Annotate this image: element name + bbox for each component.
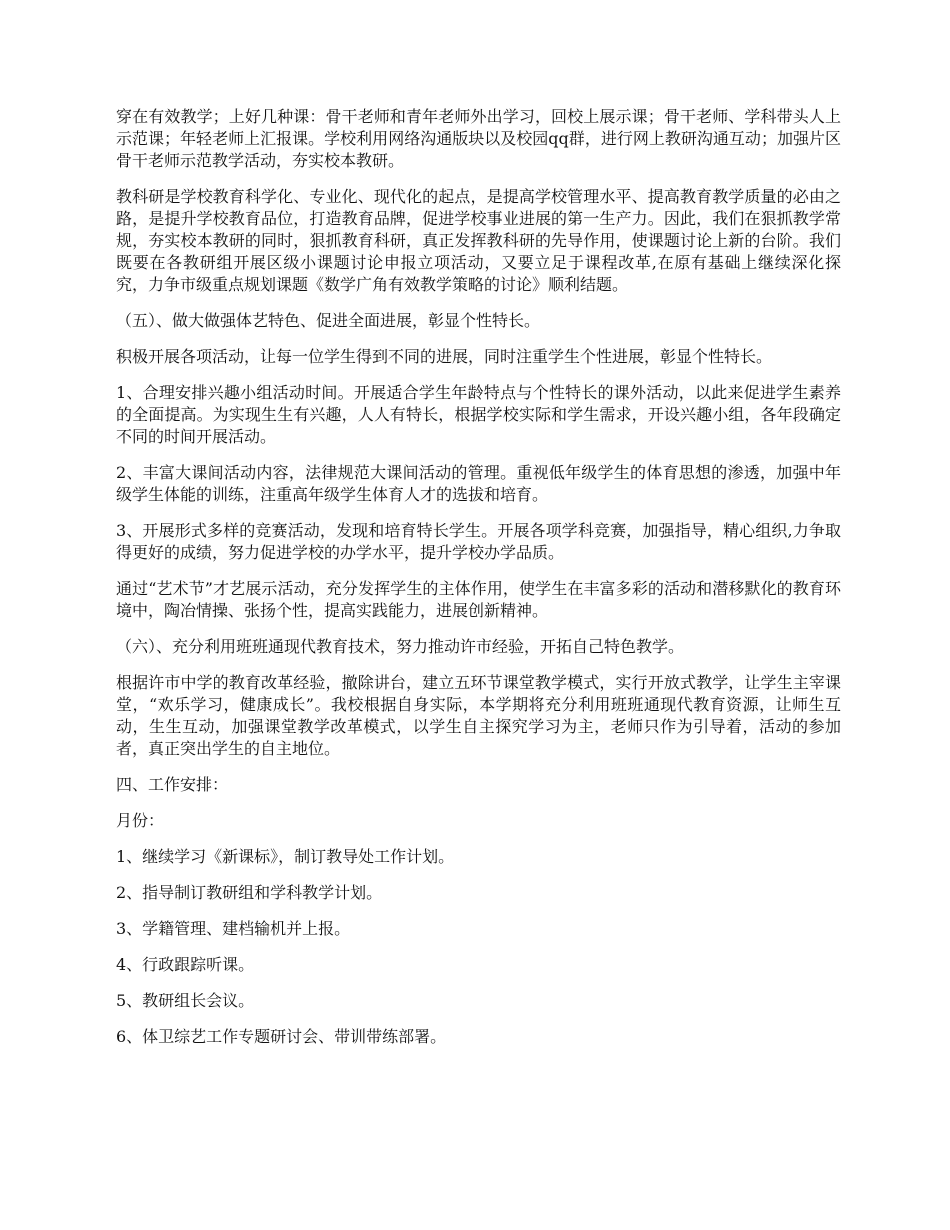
paragraph-interest-groups: 1、合理安排兴趣小组活动时间。开展适合学生年龄特点与个性特长的课外活动，以此来促进学生素养的全面提高。为实现生生有兴趣，人人有特长，根据学校实际和学生需求，开设兴趣小组，各年段确定不同的时间开展活动。 — [116, 383, 841, 446]
schedule-item: 3、学籍管理、建档输机并上报。 — [116, 919, 351, 938]
paragraph-activities: 积极开展各项活动，让每一位学生得到不同的进展，同时注重学生个性进展，彰显个性特长。 — [116, 347, 773, 366]
paragraph-competitions: 3、开展形式多样的竞赛活动，发现和培育特长学生。开展各项学科竞赛，加强指导，精心组织,力争取得更好的成绩，努力促进学校的办学水平，提升学校办学品质。 — [116, 521, 841, 562]
paragraph-teaching-research: 穿在有效教学；上好几种课：骨干老师和青年老师外出学习，回校上展示课；骨干老师、学科带头人上示范课；年轻老师上汇报课。学校利用网络沟通版块以及校园qq群，进行网上教研沟通互动；加强片区骨干老师示范教学活动，夯实校本教研。 — [116, 107, 841, 170]
paragraph-education-science: 教科研是学校教育科学化、专业化、现代化的起点，是提高学校管理水平、提高教育教学质量的必由之路，是提升学校教育品位，打造教育品牌，促进学校事业进展的第一生产力。因此，我们在狠抓教学常规，夯实校本教研的同时，狠抓教育科研，真正发挥教科研的先导作用，使课题讨论上新的台阶。我们既要在各教研组开展区级小课题讨论申报立项活动，又要立足于课程改革,在原有基础上继续深化探究，力争市级重点规划课题《数学广角有效教学策略的讨论》顺利结题。 — [116, 187, 841, 294]
schedule-item: 6、体卫综艺工作专题研讨会、带训带练部署。 — [116, 1027, 447, 1046]
paragraph-reform-model: 根据许市中学的教育改革经验，撤除讲台，建立五环节课堂教学模式，实行开放式教学，让学生主宰课堂，“欢乐学习，健康成长”。我校根据自身实际，本学期将充分利用班班通现代教育资源，让师生互动，生生互动，加强课堂教学改革模式，以学生自主探究学习为主，老师只作为引导着，活动的参加者，真正突出学生的自主地位。 — [116, 673, 841, 758]
schedule-item: 4、行政跟踪听课。 — [116, 955, 255, 974]
schedule-item: 1、继续学习《新课标》，制订教导处工作计划。 — [116, 847, 455, 866]
schedule-item: 5、教研组长会议。 — [116, 991, 255, 1010]
paragraph-recess-activities: 2、丰富大课间活动内容，法律规范大课间活动的管理。重视低年级学生的体育思想的渗透，加强中年级学生体能的训练，注重高年级学生体育人才的选拔和培育。 — [116, 463, 841, 504]
document-page — [116, 106, 841, 1062]
schedule-item: 2、指导制订教研组和学科教学计划。 — [116, 883, 383, 902]
heading-sports-arts: （五）、做大做强体艺特色、促进全面进展，彰显个性特长。 — [116, 311, 541, 330]
section-heading-work-schedule: 四、工作安排： — [116, 775, 229, 794]
month-label: 月份： — [116, 811, 165, 830]
paragraph-art-festival: 通过“艺术节”才艺展示活动，充分发挥学生的主体作用，使学生在丰富多彩的活动和潜移默化的教育环境中，陶冶情操、张扬个性，提高实践能力，进展创新精神。 — [116, 579, 841, 620]
heading-classroom-technology: （六）、充分利用班班通现代教育技术，努力推动许市经验，开拓自己特色教学。 — [116, 637, 685, 656]
